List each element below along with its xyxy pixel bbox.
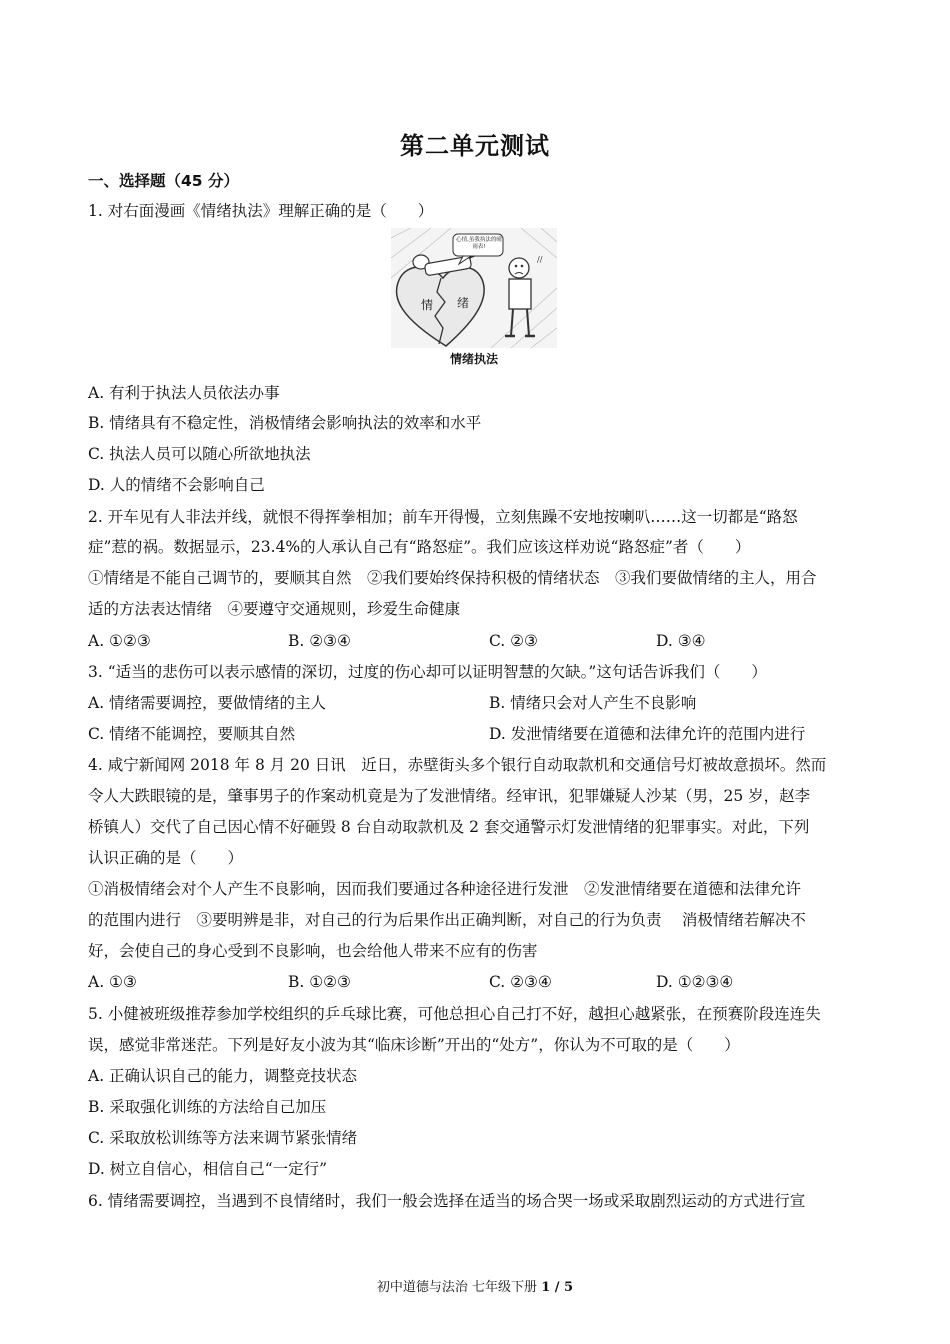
q1-option-d: D. 人的情绪不会影响自己 (88, 476, 265, 494)
page-number: 1 / 5 (541, 1280, 574, 1295)
q4-line-3: 桥镇人）交代了自己因心情不好砸毁 8 台自动取款机及 2 套交通警示灯发泄情绪的犯罪事实。对此，下列 (88, 818, 810, 836)
q5-option-b: B. 采取强化训练的方法给自己加压 (88, 1098, 327, 1116)
q2-option-d: D. ③④ (656, 632, 706, 650)
q5-option-a: A. 正确认识自己的能力，调整竞技状态 (88, 1067, 358, 1085)
svg-text:∕∕: ∕∕ (537, 255, 543, 264)
page-title: 第二单元测试 (400, 132, 550, 160)
q3-option-c: C. 情绪不能调控，要顺其自然 (88, 725, 296, 743)
cartoon-speech: 心情,虽我执法的晴雨表! (456, 237, 502, 250)
q2-line-3: ①情绪是不能自己调节的，要顺其自然 ②我们要始终保持积极的情绪状态 ③我们要做情绪的主人，用合 (88, 569, 817, 587)
q5-option-d: D. 树立自信心，相信自己“一定行” (88, 1160, 328, 1178)
q4-option-b: B. ①②③ (288, 973, 351, 991)
q3-option-a: A. 情绪需要调控，要做情绪的主人 (88, 694, 327, 712)
page-footer (0, 1276, 950, 1295)
q4-line-7: 好，会使自己的身心受到不良影响，也会给他人带来不应有的伤害 (88, 942, 538, 960)
q4-option-a: A. ①③ (88, 973, 137, 991)
q1-option-b: B. 情绪具有不稳定性，消极情绪会影响执法的效率和水平 (88, 414, 482, 432)
q1-option-a: A. 有利于执法人员依法办事 (88, 384, 280, 402)
q4-line-6: 的范围内进行 ③要明辨是非，对自己的行为后果作出正确判断，对自己的行为负责 消极情绪若解决不 (88, 911, 806, 929)
section-heading: 一、选择题（45 分） (88, 172, 239, 190)
q4-option-d: D. ①②③④ (656, 973, 734, 991)
q5-option-c: C. 采取放松训练等方法来调节紧张情绪 (88, 1129, 358, 1147)
q2-option-b: B. ②③④ (288, 632, 351, 650)
cartoon-heart-right: 绪 (457, 296, 470, 310)
q3-option-d: D. 发泄情绪要在道德和法律允许的范围内进行 (489, 725, 806, 743)
q4-line-1: 4. 咸宁新闻网 2018 年 8 月 20 日讯 近日，赤壁街头多个银行自动取款机和交通信号灯被故意损坏。然而 (88, 756, 827, 774)
q5-line-2: 误，感觉非常迷茫。下列是好友小波为其“临床诊断”开出的“处方”，你认为不可取的是（ ） (88, 1036, 740, 1054)
question-1-stem: 1. 对右面漫画《情绪执法》理解正确的是（ ） (88, 202, 434, 220)
q4-option-c: C. ②③④ (489, 973, 552, 991)
q4-line-2: 令人大跌眼镜的是，肇事男子的作案动机竟是为了发泄情绪。经审讯，犯罪嫌疑人沙某（男，25 岁，赵李 (88, 787, 811, 805)
cartoon-image (391, 228, 557, 372)
q1-option-c: C. 执法人员可以随心所欲地执法 (88, 445, 311, 463)
q5-line-1: 5. 小健被班级推荐参加学校组织的乒乓球比赛，可他总担心自己打不好，越担心越紧张，在预赛阶段连连失 (88, 1005, 821, 1023)
q2-option-c: C. ②③ (489, 632, 538, 650)
q2-line-1: 2. 开车见有人非法并线，就恨不得挥拳相加；前车开得慢，立刻焦躁不安地按喇叭……这一切都是“路怒 (88, 508, 798, 526)
q4-line-4: 认识正确的是（ ） (88, 849, 244, 867)
q3-option-b: B. 情绪只会对人产生不良影响 (489, 694, 697, 712)
q2-line-2: 症”惹的祸。数据显示，23.4%的人承认自己有“路怒症”。我们应该这样劝说“路怒症”者（ ） (88, 538, 751, 556)
footer-text: 初中道德与法治 七年级下册 (376, 1280, 538, 1295)
q2-option-a: A. ①②③ (88, 632, 151, 650)
q4-line-5: ①消极情绪会对个人产生不良影响，因而我们要通过各种途径进行发泄 ②发泄情绪要在道德和法律允许 (88, 880, 802, 898)
q2-line-4: 适的方法表达情绪 ④要遵守交通规则，珍爱生命健康 (88, 600, 461, 618)
cartoon-heart-left: 情 (421, 298, 434, 312)
q6-line-1: 6. 情绪需要调控，当遇到不良情绪时，我们一般会选择在适当的场合哭一场或采取剧烈运动的方式进行宣 (88, 1192, 806, 1210)
cartoon-caption: 情绪执法 (449, 352, 498, 366)
q3-stem: 3. “适当的悲伤可以表示感情的深切，过度的伤心却可以证明智慧的欠缺。”这句话告诉我们（ ） (88, 663, 767, 681)
